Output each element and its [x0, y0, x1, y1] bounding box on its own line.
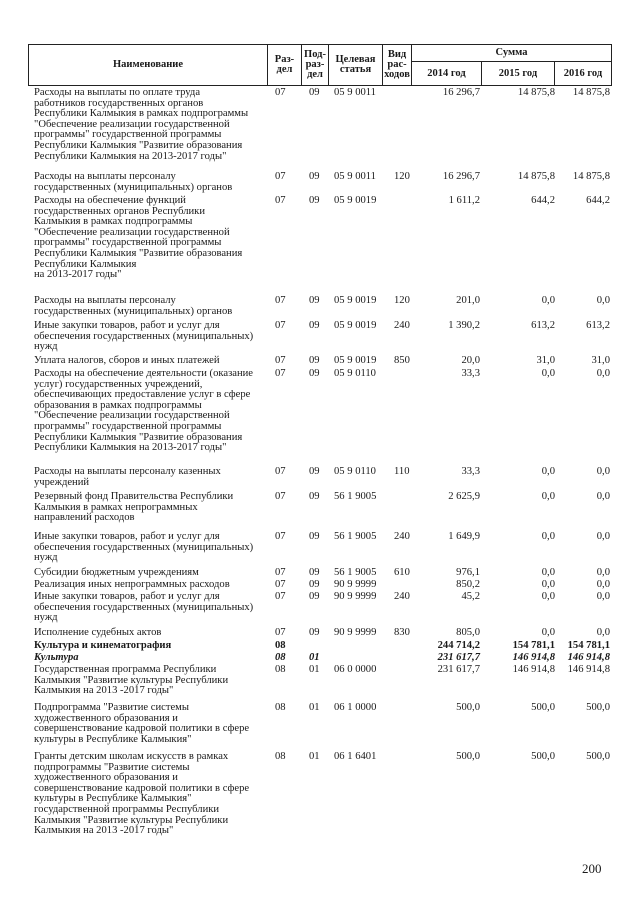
header-summa-text: Сумма — [495, 47, 528, 58]
cell-name: Реализация иных непрограммных расходов — [34, 579, 230, 590]
header-razdel — [267, 44, 301, 86]
cell-razdel: 08 — [275, 751, 286, 762]
cell-statya: 05 9 0019 — [334, 295, 377, 306]
header-vid — [382, 44, 411, 86]
cell-y2016: 0,0 — [596, 567, 610, 578]
cell-y2016: 0,0 — [596, 627, 610, 638]
cell-podrazdel: 01 — [309, 751, 320, 762]
cell-y2014: 500,0 — [456, 702, 480, 713]
cell-name: Расходы на выплаты персоналу государственных (муниципальных) органов — [34, 171, 233, 193]
cell-y2014: 805,0 — [456, 627, 480, 638]
cell-y2015: 0,0 — [541, 466, 555, 477]
cell-vid: 830 — [394, 627, 410, 638]
cell-razdel: 07 — [275, 491, 286, 502]
cell-podrazdel: 09 — [309, 87, 320, 98]
cell-y2016: 0,0 — [596, 491, 610, 502]
cell-name: Культура — [34, 652, 79, 663]
cell-y2016: 146 914,8 — [567, 652, 610, 663]
cell-vid: 120 — [394, 295, 410, 306]
cell-y2016: 0,0 — [596, 531, 610, 542]
cell-name: Расходы на обеспечение функций государственных органов Республики Калмыкия в рамках подпрограммы "Обеспечение реализации государственной программы" государственной программы Республики Калмыкия "Развитие образования Республики Калмыкия на 2013-2017 годы" — [34, 195, 243, 281]
cell-y2015: 0,0 — [541, 368, 555, 379]
cell-podrazdel: 09 — [309, 531, 320, 542]
cell-razdel: 07 — [275, 466, 286, 477]
header-razdel-text: Раз- дел — [274, 54, 295, 75]
cell-y2016: 0,0 — [596, 591, 610, 602]
cell-razdel: 08 — [275, 664, 286, 675]
header-2014 — [411, 61, 481, 86]
cell-podrazdel: 09 — [309, 627, 320, 638]
cell-vid: 120 — [394, 171, 410, 182]
header-vid-text: Вид рас- ходов — [384, 49, 410, 80]
header-podrazdel-text: Под- раз- дел — [304, 49, 326, 80]
cell-statya: 06 1 0000 — [334, 702, 377, 713]
cell-razdel: 07 — [275, 531, 286, 542]
cell-podrazdel: 09 — [309, 591, 320, 602]
cell-statya: 05 9 0011 — [334, 171, 376, 182]
header-2015 — [481, 61, 554, 86]
cell-podrazdel: 01 — [309, 652, 320, 663]
cell-name: Субсидии бюджетным учреждениям — [34, 567, 199, 578]
header-name-text: Наименование — [113, 59, 183, 70]
cell-y2014: 16 296,7 — [442, 87, 480, 98]
cell-vid: 610 — [394, 567, 410, 578]
cell-y2016: 500,0 — [586, 702, 610, 713]
cell-statya: 05 9 0110 — [334, 466, 376, 477]
cell-y2014: 33,3 — [461, 368, 480, 379]
cell-name: Подпрограмма "Развитие системы художественного образования и совершенствование кадровой политики в сфере культуры в Республике Калмыкия" — [34, 702, 250, 745]
cell-y2016: 154 781,1 — [567, 640, 610, 651]
cell-y2016: 613,2 — [586, 320, 610, 331]
cell-y2015: 0,0 — [541, 627, 555, 638]
cell-statya: 05 9 0011 — [334, 87, 376, 98]
cell-statya: 56 1 9005 — [334, 491, 377, 502]
cell-podrazdel: 01 — [309, 702, 320, 713]
cell-y2015: 14 875,8 — [517, 171, 555, 182]
cell-podrazdel: 09 — [309, 466, 320, 477]
cell-y2016: 0,0 — [596, 466, 610, 477]
cell-y2014: 500,0 — [456, 751, 480, 762]
cell-statya: 05 9 0019 — [334, 195, 377, 206]
header-summa — [411, 44, 612, 62]
cell-razdel: 07 — [275, 195, 286, 206]
cell-razdel: 07 — [275, 87, 286, 98]
cell-y2014: 16 296,7 — [442, 171, 480, 182]
header-statya-text: Целевая статья — [335, 54, 376, 75]
cell-statya: 90 9 9999 — [334, 627, 377, 638]
cell-statya: 90 9 9999 — [334, 591, 377, 602]
cell-y2014: 1 390,2 — [448, 320, 480, 331]
cell-podrazdel: 01 — [309, 664, 320, 675]
page-number: 200 — [582, 861, 602, 876]
cell-statya: 06 1 6401 — [334, 751, 377, 762]
header-podrazdel — [301, 44, 328, 86]
cell-y2015: 500,0 — [531, 751, 555, 762]
cell-name: Расходы на выплаты персоналу казенных учреждений — [34, 466, 221, 488]
cell-podrazdel: 09 — [309, 320, 320, 331]
cell-y2016: 0,0 — [596, 295, 610, 306]
cell-vid: 240 — [394, 591, 410, 602]
cell-y2016: 0,0 — [596, 579, 610, 590]
cell-podrazdel: 09 — [309, 295, 320, 306]
cell-y2014: 201,0 — [456, 295, 480, 306]
cell-y2015: 146 914,8 — [512, 652, 555, 663]
cell-razdel: 07 — [275, 320, 286, 331]
cell-podrazdel: 09 — [309, 491, 320, 502]
cell-y2014: 2 625,9 — [448, 491, 480, 502]
header-statya — [328, 44, 382, 86]
cell-name: Культура и кинематография — [34, 640, 172, 651]
cell-podrazdel: 09 — [309, 368, 320, 379]
header-2015-text: 2015 год — [498, 67, 538, 79]
cell-name: Гранты детским школам искусств в рамках подпрограммы "Развитие системы художественного образования и совершенствование кадровой политики в сфере культуры в Республике Калмыкия" государственной программы Республики Калмыкия "Развитие культуры Республики Калмыкия на 2013 -2017 годы" — [34, 751, 250, 837]
cell-name: Уплата налогов, сборов и иных платежей — [34, 355, 220, 366]
cell-vid: 240 — [394, 320, 410, 331]
cell-podrazdel: 09 — [309, 195, 320, 206]
cell-y2015: 0,0 — [541, 491, 555, 502]
cell-statya: 05 9 0019 — [334, 320, 377, 331]
cell-vid: 240 — [394, 531, 410, 542]
cell-y2014: 33,3 — [461, 466, 480, 477]
cell-y2014: 976,1 — [456, 567, 480, 578]
cell-name: Государственная программа Республики Калмыкия "Развитие культуры Республики Калмыкия на 2013 -2017 годы" — [34, 664, 229, 697]
cell-razdel: 07 — [275, 627, 286, 638]
cell-razdel: 07 — [275, 591, 286, 602]
cell-name: Расходы на обеспечение деятельности (оказание услуг) государственных учреждений, обеспечивающих предоставление услуг в сфере образования в рамках подпрограммы "Обеспечение реализации государственной программы" государственной программы Республики Калмыкия "Развитие образования Республики Калмыкия на 2013-2017 годы" — [34, 368, 253, 454]
cell-statya: 06 0 0000 — [334, 664, 377, 675]
cell-y2014: 850,2 — [456, 579, 480, 590]
cell-name: Расходы на выплаты персоналу государственных (муниципальных) органов — [34, 295, 233, 317]
cell-y2015: 14 875,8 — [517, 87, 555, 98]
cell-vid: 850 — [394, 355, 410, 366]
cell-statya: 05 9 0110 — [334, 368, 376, 379]
cell-y2015: 644,2 — [531, 195, 555, 206]
cell-razdel: 07 — [275, 295, 286, 306]
cell-y2014: 231 617,7 — [437, 652, 480, 663]
cell-podrazdel: 09 — [309, 567, 320, 578]
table-header — [28, 44, 612, 86]
cell-y2015: 154 781,1 — [512, 640, 555, 651]
cell-y2016: 31,0 — [591, 355, 610, 366]
cell-razdel: 07 — [275, 368, 286, 379]
cell-podrazdel: 09 — [309, 579, 320, 590]
cell-statya: 90 9 9999 — [334, 579, 377, 590]
cell-y2014: 45,2 — [461, 591, 480, 602]
cell-razdel: 08 — [275, 640, 286, 651]
cell-y2016: 0,0 — [596, 368, 610, 379]
cell-y2016: 644,2 — [586, 195, 610, 206]
cell-name: Резервный фонд Правительства Республики Калмыкия в рамках непрограммных направлений расходов — [34, 491, 234, 524]
cell-statya: 56 1 9005 — [334, 567, 377, 578]
cell-razdel: 07 — [275, 579, 286, 590]
cell-y2014: 1 649,9 — [448, 531, 480, 542]
cell-name: Иные закупки товаров, работ и услуг для обеспечения государственных (муниципальных) нужд — [34, 531, 254, 564]
cell-y2015: 0,0 — [541, 531, 555, 542]
cell-y2014: 244 714,2 — [437, 640, 480, 651]
cell-y2015: 500,0 — [531, 702, 555, 713]
cell-podrazdel: 09 — [309, 355, 320, 366]
cell-name: Иные закупки товаров, работ и услуг для обеспечения государственных (муниципальных) нужд — [34, 591, 254, 624]
cell-razdel: 07 — [275, 355, 286, 366]
cell-name: Иные закупки товаров, работ и услуг для обеспечения государственных (муниципальных) нужд — [34, 320, 254, 353]
cell-y2014: 20,0 — [461, 355, 480, 366]
cell-name: Исполнение судебных актов — [34, 627, 162, 638]
cell-vid: 110 — [394, 466, 410, 477]
header-2016-text: 2016 год — [563, 67, 603, 79]
cell-razdel: 07 — [275, 567, 286, 578]
cell-y2015: 0,0 — [541, 591, 555, 602]
header-name — [28, 44, 267, 86]
cell-y2015: 0,0 — [541, 295, 555, 306]
cell-razdel: 08 — [275, 652, 286, 663]
cell-statya: 05 9 0019 — [334, 355, 377, 366]
cell-y2015: 146 914,8 — [512, 664, 555, 675]
header-2014-text: 2014 год — [427, 67, 466, 79]
cell-podrazdel: 09 — [309, 171, 320, 182]
cell-y2015: 0,0 — [541, 567, 555, 578]
header-2016 — [554, 61, 612, 86]
cell-name: Расходы на выплаты по оплате труда работников государственных органов Республики Калмыкия в рамках подпрограммы "Обеспечение реализации государственной программы" государственной программы Республики Калмыкия "Развитие образования Республики Калмыкия на 2013-2017 годы" — [34, 87, 249, 162]
cell-y2014: 1 611,2 — [448, 195, 480, 206]
cell-y2016: 500,0 — [586, 751, 610, 762]
cell-y2014: 231 617,7 — [437, 664, 480, 675]
cell-y2015: 0,0 — [541, 579, 555, 590]
cell-y2016: 14 875,8 — [572, 87, 610, 98]
cell-y2016: 14 875,8 — [572, 171, 610, 182]
cell-razdel: 08 — [275, 702, 286, 713]
cell-y2016: 146 914,8 — [567, 664, 610, 675]
cell-y2015: 31,0 — [536, 355, 555, 366]
cell-statya: 56 1 9005 — [334, 531, 377, 542]
cell-y2015: 613,2 — [531, 320, 555, 331]
cell-razdel: 07 — [275, 171, 286, 182]
